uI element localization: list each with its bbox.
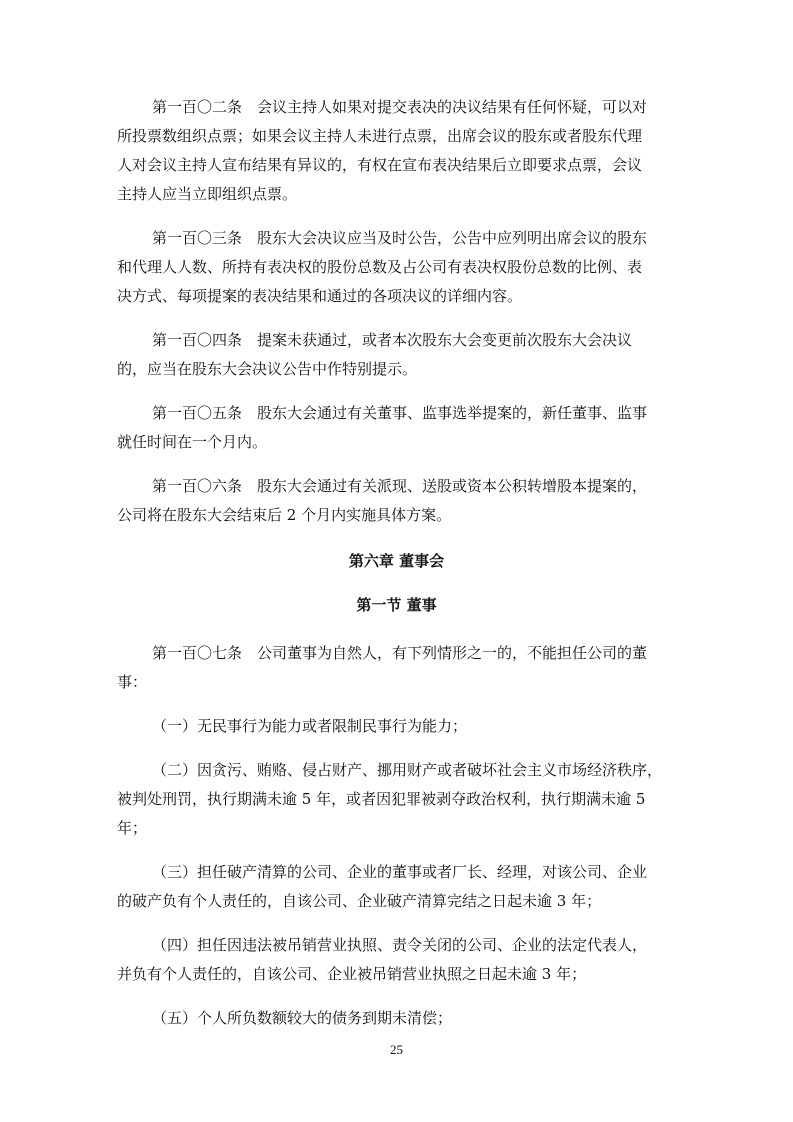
article-106-line-2: 公司将在股东大会结束后 2 个月内实施具体方案。 [117, 506, 452, 524]
article-104-line-2: 的，应当在股东大会决议公告中作特别提示。 [117, 360, 418, 378]
article-103-line-1: 第一百〇三条 股东大会决议应当及时公告，公告中应列明出席会议的股东 [152, 229, 648, 247]
article-107-line-1: 第一百〇七条 公司董事为自然人，有下列情形之一的，不能担任公司的董 [152, 644, 648, 662]
article-102-line-2: 所投票数组织点票；如果会议主持人未进行点票，出席会议的股东或者股东代理 [117, 127, 643, 145]
article-105-line-2: 就任时间在一个月内。 [117, 433, 268, 451]
article-105-line-1: 第一百〇五条 股东大会通过有关董事、监事选举提案的，新任董事、监事 [152, 404, 648, 422]
chapter-heading: 第六章 董事会 [348, 552, 445, 570]
article-102-line-1: 第一百〇二条 会议主持人如果对提交表决的决议结果有任何怀疑，可以对 [152, 98, 648, 116]
list-item-3-line-2: 的破产负有个人责任的，自该公司、企业破产清算完结之日起未逾 3 年； [117, 892, 602, 910]
list-item-2-line-3: 年； [117, 819, 148, 837]
article-103-line-2: 和代理人人数、所持有表决权的股份总数及占公司有表决权股份总数的比例、表 [117, 258, 643, 276]
list-item-2-line-1: （二）因贪污、贿赂、侵占财产、挪用财产或者破坏社会主义市场经济秩序， [152, 761, 663, 779]
article-104-line-1: 第一百〇四条 提案未获通过，或者本次股东大会变更前次股东大会决议 [152, 331, 633, 349]
article-107-line-2: 事： [117, 673, 148, 691]
list-item-2-line-2: 被判处刑罚，执行期满未逾 5 年，或者因犯罪被剥夺政治权利，执行期满未逾 5 [117, 790, 646, 808]
list-item-1-line-1: （一）无民事行为能力或者限制民事行为能力； [152, 717, 468, 735]
article-102-line-4: 主持人应当立即组织点票。 [117, 185, 298, 203]
article-102-line-3: 人对会议主持人宣布结果有异议的，有权在宣布表决结果后立即要求点票，会议 [117, 156, 643, 174]
list-item-4-line-2: 并负有个人责任的，自该公司、企业被吊销营业执照之日起未逾 3 年； [117, 965, 587, 983]
list-item-3-line-1: （三）担任破产清算的公司、企业的董事或者厂长、经理，对该公司、企业 [152, 863, 648, 881]
section-heading: 第一节 董事 [356, 596, 437, 614]
article-106-line-1: 第一百〇六条 股东大会通过有关派现、送股或资本公积转增股本提案的， [152, 477, 648, 495]
list-item-4-line-1: （四）担任因违法被吊销营业执照、责令关闭的公司、企业的法定代表人， [152, 936, 648, 954]
list-item-5-line-1: （五）个人所负数额较大的债务到期未清偿； [152, 1009, 453, 1027]
page-number: 25 [390, 1042, 403, 1057]
article-103-line-3: 决方式、每项提案的表决结果和通过的各项决议的详细内容。 [117, 287, 523, 305]
